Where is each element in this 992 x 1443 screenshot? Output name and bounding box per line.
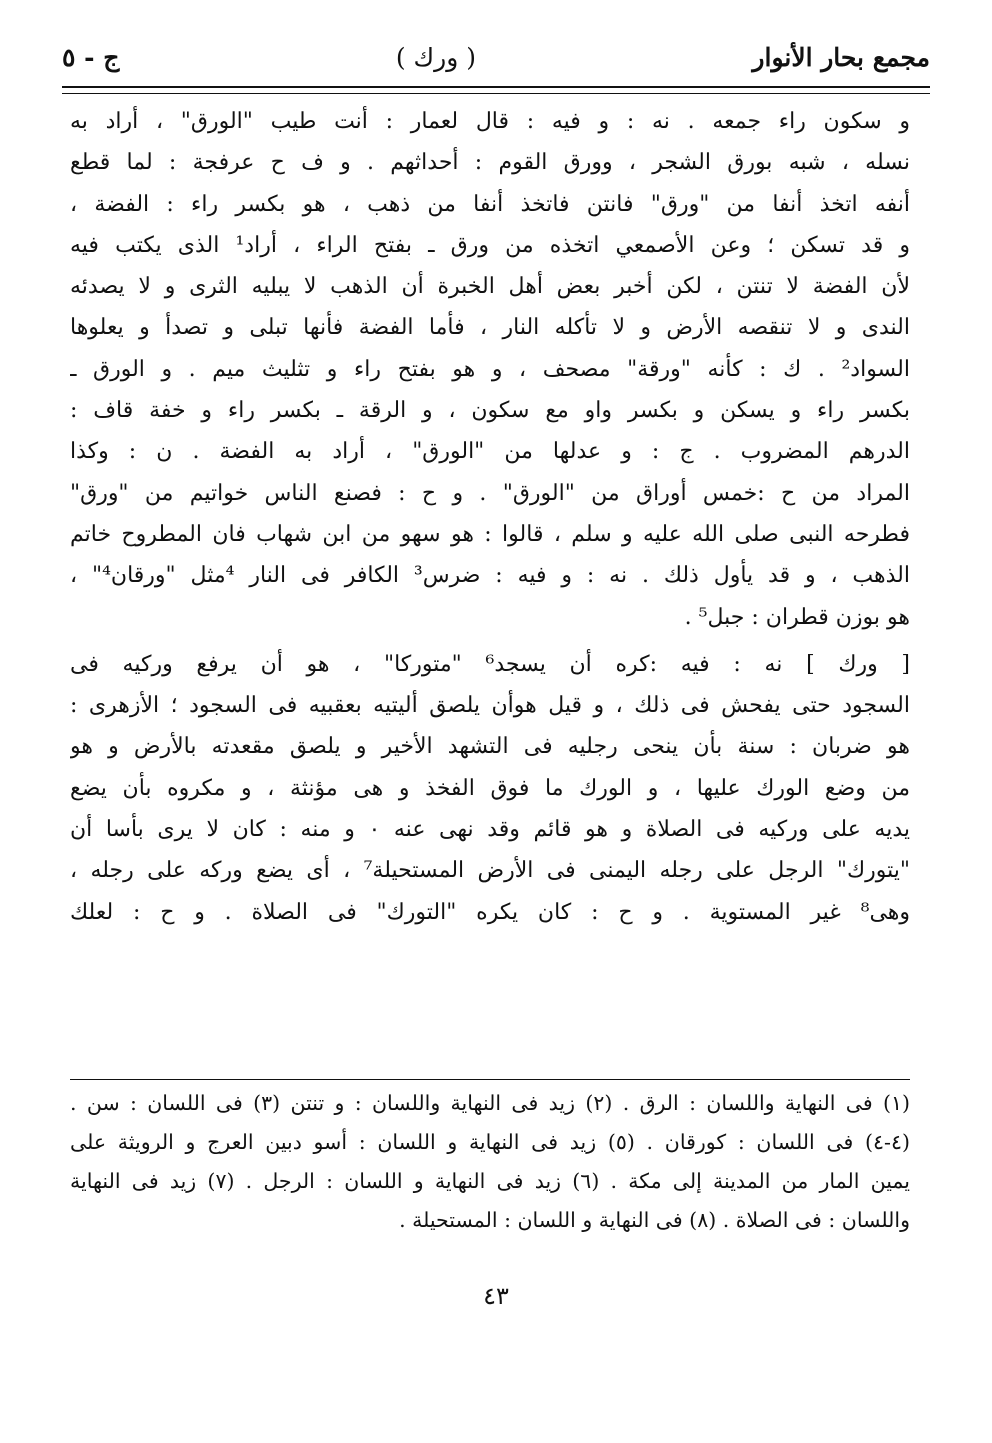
footnote-rule: [70, 1079, 910, 1080]
text-line: بكسر راء و يسكن و بكسر واو مع سكون ، و الرقة ـ بكسر راء و خفة قاف :: [70, 398, 910, 424]
text-line: [ ورك ] نه : فيه :كره أن يسجد⁶ "متوركا" ، هو أن يرفع وركيه فى: [70, 651, 910, 677]
footnote-line: يمين المار من المدينة إلى مكة . (٦) زيد فى النهاية و اللسان : الرجل . (٧) زيد فى النهاية: [70, 1169, 910, 1193]
text-line: وهى⁸ غير المستوية . و ح : كان يكره "التورك" فى الصلاة . و ح : لعلك: [70, 899, 910, 925]
text-line: فطرحه النبى صلى الله عليه و سلم ، قالوا : هو سهو من ابن شهاب فان المطروح خاتم: [70, 521, 910, 547]
text-line: الندى و لا تنقصه الأرض و لا تأكله النار ، فأما الفضة فأنها تبلى و تصدأ و يعلوها: [70, 315, 910, 341]
entry-heading: ( ورك ): [395, 43, 476, 72]
book-title: مجمع بحار الأنوار: [752, 43, 930, 72]
text-line: الذهب ، و قد يأول ذلك . نه : و فيه : ضرس³ الكافر فى النار ⁴مثل "ورقان⁴" ،: [70, 563, 910, 589]
text-line: هو ضربان : سنة بأن ينحى رجليه فى التشهد الأخير و يلصق مقعدته بالأرض و هو: [70, 734, 910, 760]
text-line: و قد تسكن ؛ وعن الأصمعي اتخذه من ورق ـ بفتح الراء ، أراد¹ الذى يكتب فيه: [70, 232, 910, 258]
text-line: و سكون راء جمعه . نه : و فيه : قال لعمار : أنت طيب "الورق" ، أراد به: [70, 109, 910, 134]
header-rule-thin: [62, 93, 930, 94]
text-line: السواد² . ك : كأنه "ورقة" مصحف ، و هو بفتح راء و تثليث ميم . و الورق ـ: [70, 356, 910, 382]
text-line: المراد من ح :خمس أوراق من "الورق" . و ح : فصنع الناس خواتيم من "ورق": [70, 480, 910, 506]
text-line: من وضع الورك عليها ، و الورك ما فوق الفخذ و هى مؤنثة ، و مكروه بأن يضع: [70, 775, 910, 801]
footnotes: [70, 1084, 910, 1240]
text-line: السجود حتى يفحش فى ذلك ، و قيل هوأن يلصق أليتيه بعقبيه فى السجود ؛ الأزهرى :: [70, 693, 910, 719]
footnote-line: (٤-٤) فى اللسان : كورقان . (٥) زيد فى النهاية و اللسان : أسو دبين العرج و الرويثة على: [70, 1130, 910, 1154]
text-line: يديه على وركيه فى الصلاة و هو قائم وقد نهى عنه ٠ و منه : كان لا يرى بأسا أن: [70, 817, 910, 843]
header-rule-thick: [62, 86, 930, 88]
text-line: لأن الفضة لا تنتن ، لكن أخبر بعض أهل الخبرة أن الذهب لا يبليه الثرى و لا يصدئه: [70, 274, 910, 300]
text-line: أنفه اتخذ أنفا من "ورق" فانتن فاتخذ أنفا من ذهب ، هو بكسر راء : الفضة ،: [70, 191, 910, 217]
page-number: ٤٣: [483, 1282, 509, 1310]
page-header: [62, 24, 930, 72]
text-line: الدرهم المضروب . ج : و عدلها من "الورق" ، أراد به الفضة . ن : وكذا: [70, 439, 910, 465]
main-text: [70, 101, 910, 933]
text-line: "يتورك" الرجل على رجله اليمنى فى الأرض المستحيلة⁷ ، أى يضع وركه على رجله ،: [70, 858, 910, 884]
text-line: نسله ، شبه بورق الشجر ، وورق القوم : أحداثهم . و ف ح عرفجة : لما قطع: [70, 150, 910, 176]
footnote-line: (١) فى النهاية واللسان : الرق . (٢) زيد فى النهاية واللسان : و تنتن (٣) فى اللسان : سن .: [70, 1091, 910, 1115]
volume-label: ج - ٥: [62, 43, 120, 72]
text-line: هو بوزن قطران : جبل⁵ .: [684, 604, 910, 630]
footnote-line: واللسان : فى الصلاة . (٨) فى النهاية و اللسان : المستحيلة .: [399, 1208, 910, 1232]
